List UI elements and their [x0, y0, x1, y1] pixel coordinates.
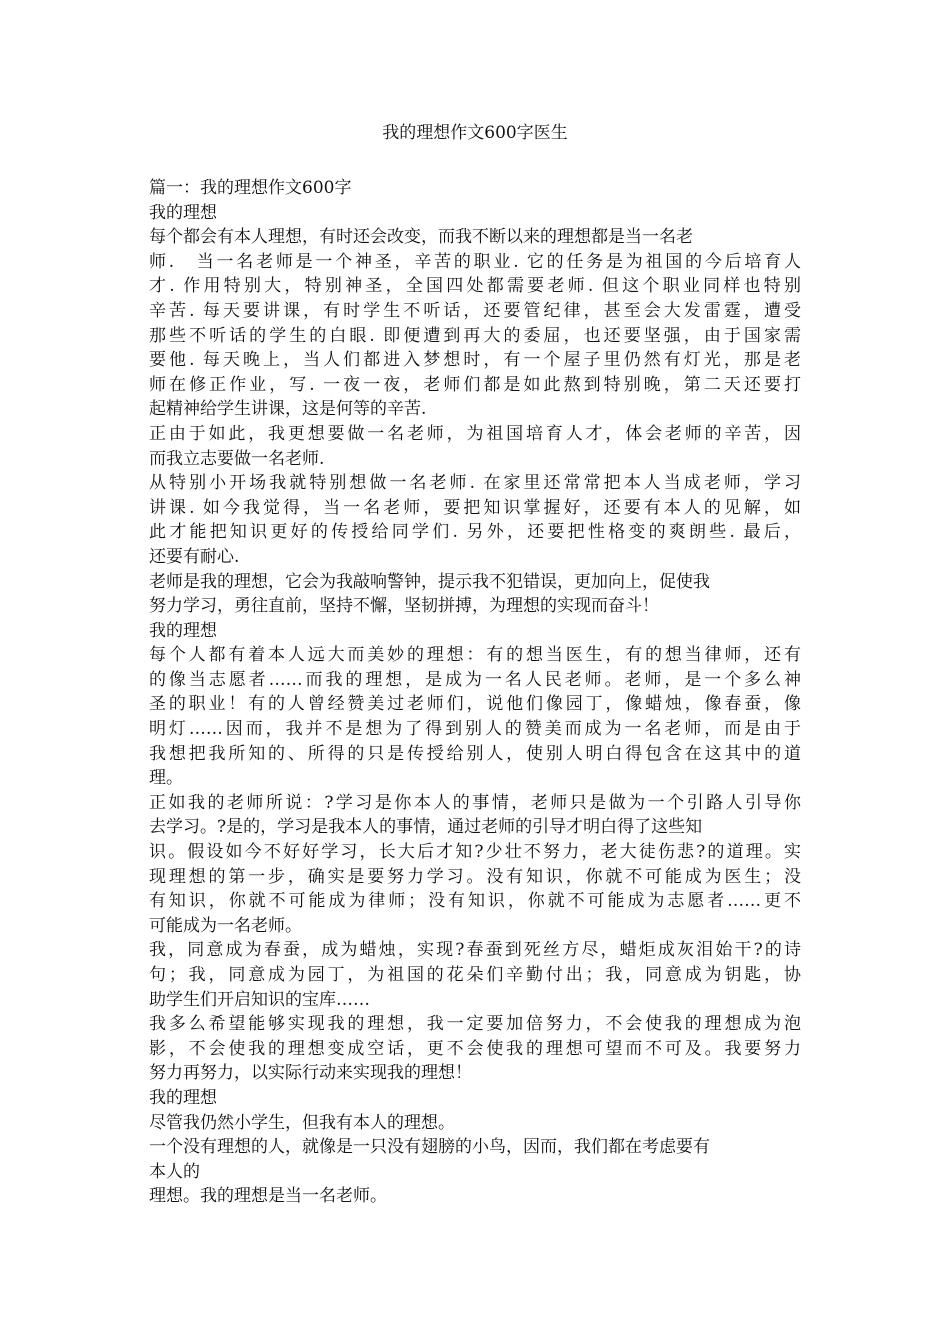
text-line: 讲课. 如今我觉得，当一名老师，要把知识掌握好，还要有本人的见解，如	[149, 497, 801, 518]
text-line: 的像当志愿者……而我的理想，是成为一名人民老师。老师，是一个多么神	[149, 669, 801, 690]
text-line: 才. 作用特别大，特别神圣，全国四处都需要老师. 但这个职业同样也特别	[149, 276, 801, 297]
text-line: 圣的职业！有的人曾经赞美过老师们，说他们像园丁，像蜡烛，像春蚕，像	[149, 694, 801, 715]
text-line: 有知识，你就不可能成为律师；没有知识，你就不可能成为志愿者……更不	[149, 891, 801, 912]
text-line: 我，同意成为春蚕，成为蜡烛，实现?春蚕到死丝方尽，蜡炬成灰泪始干?的诗	[149, 940, 801, 961]
text-line: 句；我，同意成为园丁，为祖国的花朵们辛勤付出；我，同意成为钥匙，协	[149, 965, 801, 985]
text-line: 篇一：我的理想作文600字	[149, 178, 352, 198]
text-line: 去学习。?是的，学习是我本人的事情，通过老师的引导才明白得了这些知	[149, 817, 703, 838]
text-line: 我的理想	[149, 1087, 217, 1108]
text-line: 此才能把知识更好的传授给同学们. 另外，还要把性格变的爽朗些. 最后，	[149, 522, 801, 543]
text-line: 我的理想	[149, 620, 217, 641]
text-line: 我多么希望能够实现我的理想，我一定要加倍努力，不会使我的理想成为泡	[149, 1014, 801, 1035]
text-line: 理想。我的理想是当一名老师。	[149, 1186, 387, 1207]
text-line: 师在修正作业，写. 一夜一夜，老师们都是如此熬到特别晚，第二天还要打	[149, 374, 801, 395]
text-line: 正由于如此，我更想要做一名老师，为祖国培育人才，体会老师的辛苦，因	[149, 423, 801, 444]
text-line: 我的理想	[149, 202, 217, 223]
text-line: 每个都会有本人理想，有时还会改变，而我不断以来的理想都是当一名老	[149, 227, 693, 248]
text-line: 现理想的第一步，确实是要努力学习。没有知识，你就不可能成为医生；没	[149, 866, 801, 887]
text-line: 一个没有理想的人，就像是一只没有翅膀的小鸟，因而，我们都在考虑要有	[149, 1137, 710, 1158]
text-line: 可能成为一名老师。	[149, 915, 302, 936]
text-line: 识。假设如今不好好学习，长大后才知?少壮不努力，老大徒伤悲?的道理。实	[149, 842, 801, 863]
text-line: 而我立志要做一名老师.	[149, 448, 325, 469]
text-line: 每个人都有着本人远大而美妙的理想：有的想当医生，有的想当律师，还有	[149, 645, 801, 666]
text-line: 影，不会使我的理想变成空话，更不会使我的理想可望而不可及。我要努力	[149, 1038, 801, 1059]
text-line: 努力学习，勇往直前，坚持不懈，坚韧拼搏，为理想的实现而奋斗！	[149, 596, 659, 617]
text-line: 还要有耐心.	[149, 546, 240, 567]
text-line: 明灯……因而，我并不是想为了得到别人的赞美而成为一名老师，而是由于	[149, 719, 801, 740]
text-line: 助学生们开启知识的宝库……	[149, 989, 370, 1010]
text-line: 我想把我所知的、所得的只是传授给别人，使别人明白得包含在这其中的道	[149, 743, 801, 764]
text-line: 理。	[149, 768, 183, 789]
text-line: 尽管我仍然小学生，但我有本人的理想。	[149, 1112, 455, 1133]
text-line: 要他. 每天晚上，当人们都进入梦想时，有一个屋子里仍然有灯光，那是老	[149, 350, 801, 371]
document-title: 我的理想作文600字医生	[382, 123, 568, 143]
text-line: 起精神给学生讲课，这是何等的辛苦.	[149, 399, 427, 420]
text-line: 本人的	[149, 1161, 200, 1182]
text-line: 努力再努力，以实际行动来实现我的理想！	[149, 1063, 472, 1084]
text-line: 从特别小开场我就特别想做一名老师. 在家里还常常把本人当成老师，学习	[149, 473, 801, 494]
text-line: 正如我的老师所说：?学习是你本人的事情，老师只是做为一个引路人引导你	[149, 792, 801, 813]
text-line: 辛苦. 每天要讲课，有时学生不听话，还要管纪律，甚至会大发雷霆，遭受	[149, 300, 801, 321]
document-body	[149, 176, 801, 1209]
text-line: 老师是我的理想，它会为我敲响警钟，提示我不犯错误，更加向上，促使我	[149, 571, 710, 592]
text-line: 师. 当一名老师是一个神圣，辛苦的职业. 它的任务是为祖国的今后培育人	[149, 251, 801, 272]
text-line: 那些不听话的学生的白眼. 即便遭到再大的委屈，也还要坚强，由于国家需	[149, 325, 801, 346]
